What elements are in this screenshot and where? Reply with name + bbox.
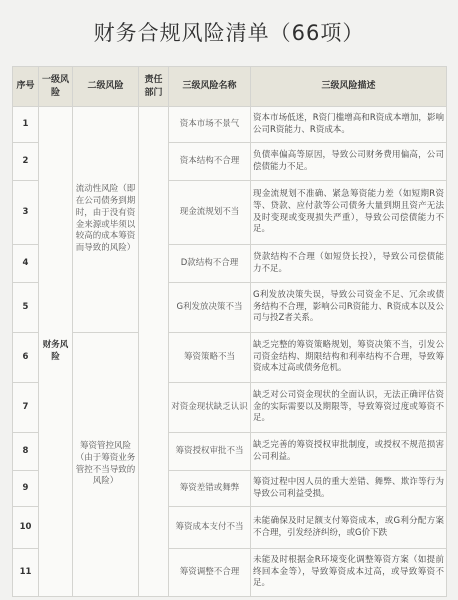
level3-risk-desc: G利发放决策失误，导致公司资金不足、冗余或债务结构不合理，影响公司R资能力、R资成本以及公司与投Z者关系。 bbox=[251, 283, 447, 333]
level1-risk-cell: 财务风险 bbox=[39, 107, 73, 597]
level3-risk-desc: 未能及时根据金R环境变化调整筹资方案（如提前终回本金等），导致筹资成本过高，或导致筹资不足。 bbox=[251, 549, 447, 597]
level3-risk-desc: 现金流规划不准确、紧急筹资能力差（如短期R资等、贷款、应付款等公司债务大量到期且资产无法及时变现或变现损失严重），导致公司偿债能力不足。 bbox=[251, 181, 447, 245]
level3-risk-desc: 缺乏对公司资金现状的全面认识，无法正确评估资金的实际需要以及期限等，导致筹资过度或筹资不足。 bbox=[251, 383, 447, 433]
header-level1: 一级风险 bbox=[39, 67, 73, 107]
owner-cell bbox=[139, 107, 169, 597]
row-seq: 3 bbox=[13, 181, 39, 245]
row-seq: 7 bbox=[13, 383, 39, 433]
table-row bbox=[13, 333, 447, 383]
row-seq: 10 bbox=[13, 507, 39, 549]
level3-risk-name: D款结构不合理 bbox=[169, 245, 251, 283]
level3-risk-desc: 缺乏完整的筹资策略规划，筹资决策不当，引发公司资金结构、期限结构和利率结构不合理，导致筹资成本过高或债务危机。 bbox=[251, 333, 447, 383]
header-owner: 责任部门 bbox=[139, 67, 169, 107]
header-level2: 二级风险 bbox=[73, 67, 139, 107]
level3-risk-desc: 未能确保及时足额支付筹资成本，或G利分配方案不合理，引发经济纠纷，或G价下跌 bbox=[251, 507, 447, 549]
row-seq: 1 bbox=[13, 107, 39, 143]
level2-risk-liquidity: 流动性风险（即在公司债务到期时，由于没有资金来源或毕须以较高的成本筹资而导致的风险） bbox=[73, 107, 139, 333]
level3-risk-name: 筹资差错或舞弊 bbox=[169, 471, 251, 507]
level3-risk-desc: 筹资过程中因人员的重大差错、舞弊、欺诈等行为导致公司利益受损。 bbox=[251, 471, 447, 507]
table-header-row bbox=[13, 67, 447, 107]
row-seq: 11 bbox=[13, 549, 39, 597]
table-row bbox=[13, 107, 447, 143]
level3-risk-name: 对资金现状缺乏认识 bbox=[169, 383, 251, 433]
level2-risk-financing-control: 筹资管控风险（由于筹资业务管控不当导致的风险） bbox=[73, 333, 139, 597]
level3-risk-name: 筹资调整不合理 bbox=[169, 549, 251, 597]
level3-risk-desc: 缺乏完善的筹资授权审批制度，或授权不规范损害公司利益。 bbox=[251, 433, 447, 471]
level3-risk-name: 现金流规划不当 bbox=[169, 181, 251, 245]
risk-table bbox=[12, 66, 447, 597]
header-desc: 三级风险描述 bbox=[251, 67, 447, 107]
row-seq: 9 bbox=[13, 471, 39, 507]
level3-risk-name: 筹资成本支付不当 bbox=[169, 507, 251, 549]
header-seq: 序号 bbox=[13, 67, 39, 107]
level3-risk-desc: 贷款结构不合理（如短贷长投），导致公司偿债能力不足。 bbox=[251, 245, 447, 283]
level3-risk-desc: 资本市场低迷，R资门槛增高和R资成本增加，影响公司R资能力、R资成本。 bbox=[251, 107, 447, 143]
level3-risk-desc: 负债率偏高等原因，导致公司财务费用偏高，公司偿债能力不足。 bbox=[251, 143, 447, 181]
row-seq: 4 bbox=[13, 245, 39, 283]
row-seq: 6 bbox=[13, 333, 39, 383]
level3-risk-name: 筹资授权审批不当 bbox=[169, 433, 251, 471]
level3-risk-name: 资本市场不景气 bbox=[169, 107, 251, 143]
level3-risk-name: G利发放决策不当 bbox=[169, 283, 251, 333]
page-title: 财务合规风险清单（66项） bbox=[93, 21, 365, 45]
row-seq: 2 bbox=[13, 143, 39, 181]
level3-risk-name: 资本结构不合理 bbox=[169, 143, 251, 181]
row-seq: 8 bbox=[13, 433, 39, 471]
level3-risk-name: 筹资策略不当 bbox=[169, 333, 251, 383]
row-seq: 5 bbox=[13, 283, 39, 333]
header-level3: 三级风险名称 bbox=[169, 67, 251, 107]
